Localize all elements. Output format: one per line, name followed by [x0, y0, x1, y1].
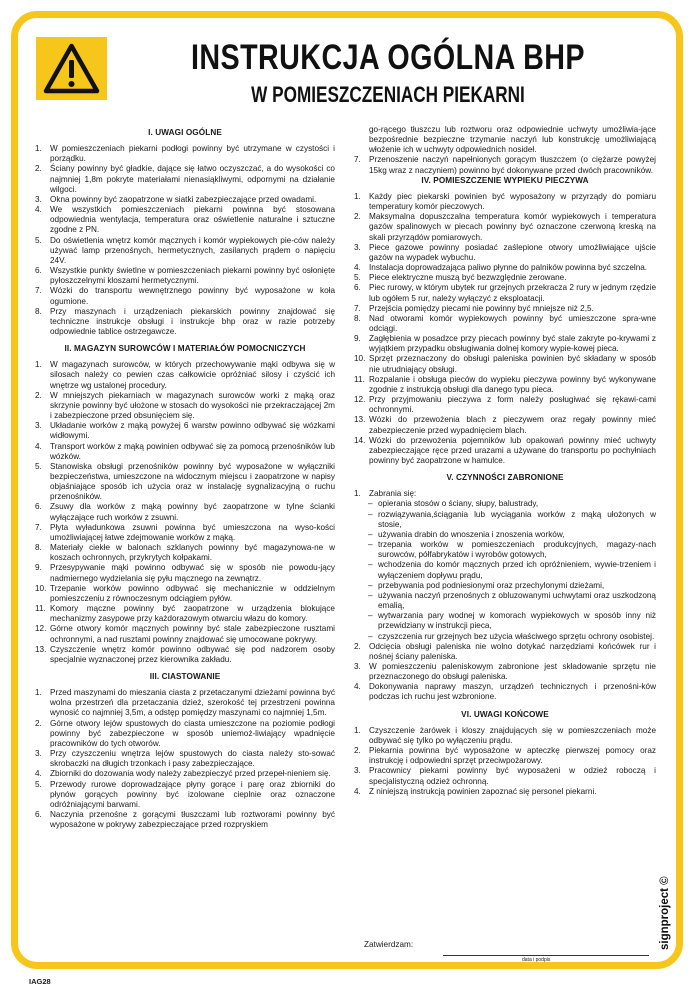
- item-text: Czyszczenie żarówek i kloszy znajdujących się w pomieszczeniach może odbywać się tylko po wyłączeniu prądu.: [369, 725, 656, 745]
- item-number: 2.: [354, 746, 361, 756]
- list-item: [354, 726, 656, 746]
- item-text: Wszystkie punkty świetlne w pomieszczeniach piekarni powinny być osłonięte pyłoszczelnymi kloszami hermetycznymi.: [50, 266, 335, 286]
- signature-caption: data i podpis: [522, 957, 551, 963]
- signature-line: [443, 955, 649, 956]
- list-item: [35, 391, 335, 421]
- list-item: [35, 195, 335, 205]
- list-item: [354, 787, 656, 797]
- item-text: Przesypywanie mąki powinno odbywać się w sposób nie powodu-jący nadmiernego wydzielania się pyłu mącznego na zewnątrz.: [50, 563, 335, 583]
- item-number: 3.: [354, 766, 361, 776]
- list-item: [354, 243, 656, 263]
- item-number: 10.: [35, 583, 47, 593]
- item-text: Odcięcia obsługi paleniska nie wolno dotykać narzędziami końcówek rur i nośnej ściany paleniska.: [369, 641, 656, 661]
- item-number: 3.: [35, 194, 42, 204]
- item-number: 1.: [35, 360, 42, 370]
- item-text: Wózki do przewożenia pojemników lub opakowań powinny mieć uchwyty zabezpieczające ręce przed urazami a używane do transportu po pochyłniach powinny być zaopatrzone w hamulce.: [369, 435, 656, 465]
- item-text: Górne otwory lejów spustowych do ciasta umieszczone na poziomie podłogi powinny być zabezpieczone w sposób uniemoż-liwiający wpadnięcie pracowników do tych otworów.: [50, 718, 335, 748]
- item-text: Czyszczenie wnętrz komór powinno odbywać się pod nadzorem osoby specjalnie wyznaczonej przez kierownika zakładu.: [50, 644, 335, 664]
- item-number: 10.: [354, 354, 366, 364]
- item-text: Materiały ciekłe w balonach szklanych powinny być magazynowa-ne w koszach ochronnych, przykrytych kołpakami.: [50, 543, 335, 563]
- item-text: Płyta wyładunkowa zsuwni powinna być umieszczona na wyso-kości umożliwiającej łatwe zdejmowanie worków z mąką.: [50, 522, 335, 542]
- item-number: 2.: [35, 390, 42, 400]
- list-item: [35, 624, 335, 644]
- list-subitem: – opierania stosów o ściany, słupy, balustrady,: [354, 499, 656, 509]
- item-text: Zabrania się:: [369, 489, 417, 499]
- item-number: 3.: [354, 242, 361, 252]
- list-item: [354, 642, 656, 662]
- item-text: Wózki do transportu wewnętrznego powinny być wyposażone w koła ogumione.: [50, 286, 335, 306]
- item-text: Wózki do przewożenia blach z pieczywem oraz regały powinny mieć zabezpieczenie przed wypadnięciem blach.: [369, 415, 656, 435]
- item-number: 7.: [354, 303, 361, 313]
- item-text: Przed maszynami do mieszania ciasta z przetaczanymi dzieżami powinna być wolna przestrzeń dla przetaczania dzież, szerokość tej przestrzeni powinna wynosić co najmniej 3,5m, a odstęp pomiędzy maszynami co najmniej 1,5m.: [50, 688, 335, 718]
- item-number: 3.: [35, 749, 42, 759]
- item-number: 3.: [354, 661, 361, 671]
- item-number: 11.: [35, 604, 46, 614]
- list-item: [354, 375, 656, 395]
- item-text: We wszystkich pomieszczeniach piekarni powinna być stosowana odpowiednia wentylacja, temperatura oraz oświetlenie naturalne i sztuczne zgodne z PN.: [50, 205, 335, 235]
- list-item: [354, 273, 656, 283]
- item-text: W magazynach surowców, w których przechowywanie mąki odbywa się w silosach należy co pewien czas całkowicie opróżniać silosy i czyścić ich wnętrze wg ustalonej procedury.: [50, 360, 335, 390]
- item-number: 7.: [354, 155, 361, 165]
- warning-triangle-icon: [36, 37, 107, 100]
- item-text: Do oświetlenia wnętrz komór mącznych i komór wypiekowych pie-ców należy używać lamp przenośnych, hermetycznych, zasilanych prądem o napięciu 24V.: [50, 235, 335, 265]
- item-text: Przewody rurowe doprowadzające płyny gorące i parę oraz zbiorniki do płynów gorących powinny być izolowane cieplnie oraz oznaczone odróżniającymi barwami.: [50, 779, 335, 809]
- list-subitem: – wchodzenia do komór mącznych przed ich opróżnieniem, wywie-trzeniem i wyłączeniem dopływu prądu,: [354, 560, 656, 580]
- item-text: W pomieszczeniach piekarni podłogi powinny być utrzymane w czystości i porządku.: [50, 144, 335, 164]
- list-subitem: – używania naczyń przenośnych z obluzowanymi uchwytami oraz uszkodzoną emalią,: [354, 591, 656, 611]
- item-text: Rozpalanie i obsługa pieców do wypieku pieczywa powinny być wykonywane zgodnie z instrukcją obsługi dla danego typu pieca.: [369, 374, 656, 394]
- item-number: 12.: [354, 395, 366, 405]
- list-item: [354, 334, 656, 354]
- item-number: 14.: [354, 435, 366, 445]
- list-item: [35, 462, 335, 503]
- section-heading: III. CIASTOWANIE: [149, 671, 221, 681]
- list-item: [35, 421, 335, 441]
- item-text: Przenoszenie naczyń napełnionych gorącym tłuszczem (o ciężarze powyżej 15kg wraz z naczyniem) powinno być dokonywane przed dwóch pracowników.: [369, 155, 656, 175]
- list-item: [354, 354, 656, 374]
- list-item: [354, 415, 656, 435]
- item-number: 11.: [354, 374, 365, 384]
- item-text: Instalacja doprowadzająca paliwo płynne do palników powinna być szczelna.: [369, 263, 648, 273]
- item-text: Z niniejszą instrukcją powinien zapoznać się personel piekarni.: [369, 786, 597, 796]
- item-number: 1.: [354, 489, 361, 499]
- item-text: Piec rurowy, w którym ubytek rur grzejnych przekracza 2 rury w jednym rzędzie lub ogółem 5 rur, należy wyłączyć z eksploatacji.: [369, 283, 656, 303]
- list-item: [35, 266, 335, 286]
- item-text: Transport worków z mąką powinien odbywać się za pomocą przenośników lub wózków.: [50, 441, 335, 461]
- list-item: [354, 436, 656, 466]
- list-item: [354, 662, 656, 682]
- brand-text: signproject ©: [659, 876, 671, 950]
- item-number: 1.: [35, 144, 42, 154]
- item-number: 2.: [35, 164, 42, 174]
- item-text: Piece elektryczne muszą być bezwzględnie zerowane.: [369, 273, 567, 283]
- item-text: Trzepanie worków powinno odbywać się mechanicznie w oddzielnym pomieszczeniu z równoczesnym odciągiem pyłów.: [50, 583, 335, 603]
- list-item: [35, 164, 335, 194]
- item-text: Okna powinny być zaopatrzone w siatki zabezpieczające przed owadami.: [50, 194, 317, 204]
- item-number: 6.: [35, 266, 42, 276]
- approval-label: Zatwierdzam:: [364, 940, 414, 949]
- list-item: [354, 489, 656, 499]
- item-text: Piece gazowe powinny posiadać zaślepione otwory umożliwiające ujście gazów na wypadek wybuchu.: [369, 242, 656, 262]
- list-item: [35, 205, 335, 235]
- item-number: 4.: [354, 786, 361, 796]
- left-column: [35, 128, 335, 830]
- item-text: W pomieszczeniu paleniskowym zabronione jest składowanie sprzętu nie przeznaczonego do obsługi paleniska.: [369, 661, 656, 682]
- title-sub: W POMIESZCZENIACH PIEKARNI: [251, 82, 525, 107]
- item-number: 1.: [354, 725, 361, 735]
- item-number: 2.: [354, 641, 361, 651]
- item-number: 8.: [35, 543, 42, 553]
- list-item: [35, 780, 335, 810]
- item-text: W mniejszych piekarniach w magazynach surowców worki z mąką oraz skrzynie powinny być ułożone w stosach do wysokości nie przekraczającej 2m i zabezpieczone przed obsunięciem się.: [50, 390, 335, 421]
- list-item: [354, 212, 656, 242]
- item-number: 2.: [354, 212, 361, 222]
- item-number: 4.: [35, 769, 42, 779]
- list-item: [354, 283, 656, 303]
- list-item: [35, 286, 335, 306]
- title-main: INSTRUKCJA OGÓLNA BHP: [191, 38, 585, 77]
- item-text: Przy maszynach i urządzeniach piekarskich powinny znajdować się techniczne instrukcje obsługi i instrukcje bhp oraz w razie potrzeby odpowiednie tablice ostrzegawcze.: [50, 306, 335, 336]
- item-text: Komory mączne powinny być zaopatrzone w urządzenia blokujące mechanizmy zasypowe przy każdorazowym otwarciu włazu do komory.: [50, 604, 335, 624]
- item-number: 12.: [35, 624, 47, 634]
- right-column: [354, 125, 656, 797]
- list-item: [35, 144, 335, 164]
- item-text: Nad otworami komór wypiekowych powinny być umieszczone spra-wne odciągi.: [369, 313, 656, 333]
- item-number: 1.: [354, 191, 361, 201]
- section-heading: IV. POMIESZCZENIE WYPIEKU PIECZYWA: [421, 175, 589, 185]
- list-item: [354, 682, 656, 702]
- item-text: Każdy piec piekarski powinien być wyposażony w przyrządy do pomiaru temperatury komór pieczowych.: [369, 191, 656, 212]
- item-text: Układanie worków z mąką powyżej 6 warstw powinno odbywać się wózkami widłowymi.: [50, 421, 335, 441]
- list-item: [35, 769, 335, 779]
- item-text: Zsuwy dla worków z mąką powinny być zaopatrzone w tylne ścianki wyłączające ruch worków z zsuwni.: [50, 502, 335, 522]
- item-text: Stanowiska obsługi przenośników powinny być wyposażone w wyłączniki bezpieczeństwa, umieszczone na widocznym miejscu i zaopatrzone w napisy objaśniające sposób ich użycia oraz w instalację sygnalizacyjną o ruchu przenośników.: [50, 461, 335, 502]
- page-title: [118, 38, 658, 109]
- list-item: [354, 314, 656, 334]
- item-number: 8.: [354, 313, 361, 323]
- list-item: [35, 604, 335, 624]
- list-subitem: – używania drabin do wnoszenia i znoszenia worków,: [354, 530, 656, 540]
- list-item: [35, 584, 335, 604]
- item-text: Przy przyjmowaniu pieczywa z form należy posługiwać się rękawi-cami ochronnymi.: [369, 395, 656, 415]
- item-number: 13.: [354, 415, 366, 425]
- item-number: 4.: [35, 205, 42, 215]
- item-text: Dokonywania naprawy maszyn, urządzeń technicznych i przenośni-ków podczas ich ruchu jest wzbronione.: [369, 682, 656, 702]
- item-number: 7.: [35, 522, 42, 532]
- item-number: 9.: [35, 563, 42, 573]
- brand-label: [656, 802, 672, 952]
- item-number: 7.: [35, 286, 42, 296]
- list-subitem: – wytwarzania pary wodnej w komorach wypiekowych w sposób inny niż przewidziany w instrukcji pieca,: [354, 611, 656, 631]
- list-item: [35, 719, 335, 749]
- product-code: IAG28: [29, 977, 51, 986]
- item-text: Przejścia pomiędzy piecami nie powinny być mniejsze niż 2,5.: [369, 303, 594, 313]
- list-subitem: – trzepania worków w pomieszczeniach produkcyjnych, magazy-nach surowców, półfabrykatów i wyrobów gotowych,: [354, 540, 656, 560]
- item-text: Zbiorniki do dozowania wody należy zabezpieczyć przed przepeł-nieniem się.: [50, 769, 331, 779]
- item-text: Zagłębienia w posadzce przy piecach powinny być stale zakryte po-krywami z wyjątkiem przypadku obsługiwania dolnej komory wypie-kowej pieca.: [369, 334, 656, 354]
- item-number: 3.: [35, 421, 42, 431]
- list-item: [354, 304, 656, 314]
- item-text: Maksymalna dopuszczalna temperatura komór wypiekowych i temperatura gazów spalinowych w piecach powinny być oznaczone czerwoną kreską na skali przyrządów pomiarowych.: [369, 212, 656, 242]
- list-item: [35, 236, 335, 266]
- list-item: [35, 360, 335, 390]
- item-number: 1.: [35, 688, 42, 698]
- list-item: [35, 749, 335, 769]
- list-item: [354, 766, 656, 786]
- list-item: [354, 263, 656, 273]
- item-number: 4.: [35, 441, 42, 451]
- item-number: 13.: [35, 644, 47, 654]
- list-subitem: – czyszczenia rur grzejnych bez użycia właściwego sprzętu ochrony osobistej.: [354, 632, 656, 642]
- item-number: 9.: [354, 334, 361, 344]
- item-number: 6.: [35, 810, 42, 819]
- list-item: [35, 543, 335, 563]
- list-item: [35, 688, 335, 718]
- item-number: 6.: [35, 502, 42, 512]
- item-number: 4.: [354, 263, 361, 273]
- item-number: 5.: [35, 461, 42, 471]
- list-subitem: – rozwiązywania,ściągania lub wyciągania worków z mąką ułożonych w stosie,: [354, 510, 656, 530]
- item-number: 5.: [35, 779, 42, 789]
- list-subitem: – przebywania pod podniesionymi oraz przechylonymi dzieżami,: [354, 581, 656, 591]
- item-number: 8.: [35, 306, 42, 316]
- section-heading: I. UWAGI OGÓLNE: [148, 128, 222, 137]
- item-text: Sprzęt przeznaczony do obsługi paleniska powinien być składany w sposób nie utrudniający obsługi.: [369, 354, 656, 374]
- list-item: [35, 307, 335, 337]
- section-heading: V. CZYNNOŚCI ZABRONIONE: [446, 473, 564, 483]
- section-heading: II. MAGAZYN SUROWCÓW I MATERIAŁÓW POMOCNICZYCH: [64, 344, 306, 354]
- list-item: [35, 523, 335, 543]
- list-item: [354, 746, 656, 766]
- item-text: Pracownicy piekarni powinny być wyposażeni w odzież roboczą i specjalistyczną odzież ochronną.: [369, 766, 656, 786]
- list-item: [35, 563, 335, 583]
- item-number: 4.: [354, 682, 361, 692]
- section-heading: VI. UWAGI KOŃCOWE: [461, 709, 549, 719]
- item-number: 5.: [354, 273, 361, 283]
- item-text: Piekarnia powinna być wyposażone w apteczkę pierwszej pomocy oraz instrukcję i odpowiedni sprzęt przeciwpożarowy.: [369, 746, 656, 766]
- list-item: [354, 155, 656, 175]
- continuation-text: go-rącego tłuszczu lub roztworu oraz odpowiednie uchwyty umożliwia-jące bezpośrednie bezpieczne trzymanie naczyń lub konstrukcję umożliwiającą włożenie ich w uchwyty odpowiednich nosideł.: [369, 125, 656, 155]
- list-item: [35, 442, 335, 462]
- list-item: [35, 810, 335, 830]
- item-number: 2.: [35, 718, 42, 728]
- item-text: Przy czyszczeniu wnętrza lejów spustowych do ciasta należy sto-sować skrobaczki na długich trzonkach i pasy zabezpieczające.: [50, 749, 335, 769]
- item-text: Naczynia przenośne z gorącymi tłuszczami lub roztworami powinny być wyposażone w pokrywy zabezpieczające przed rozpryskiem: [50, 810, 335, 830]
- list-item: [354, 395, 656, 415]
- item-text: Ściany powinny być gładkie, dające się łatwo oczyszczać, a do wysokości co najmniej 1,8m pokryte materiałami nienasiąkliwymi, odpornymi na działanie wilgoci.: [50, 164, 335, 194]
- list-item: [354, 192, 656, 212]
- item-number: 5.: [35, 235, 42, 245]
- list-item: [35, 645, 335, 665]
- list-item: [35, 502, 335, 522]
- item-number: 6.: [354, 283, 361, 293]
- item-text: Górne otwory komór mącznych powinny być stale zabezpieczone rusztami ochronnymi, a nad rusztami powinny znajdować się umocowane pokrywy.: [50, 624, 335, 644]
